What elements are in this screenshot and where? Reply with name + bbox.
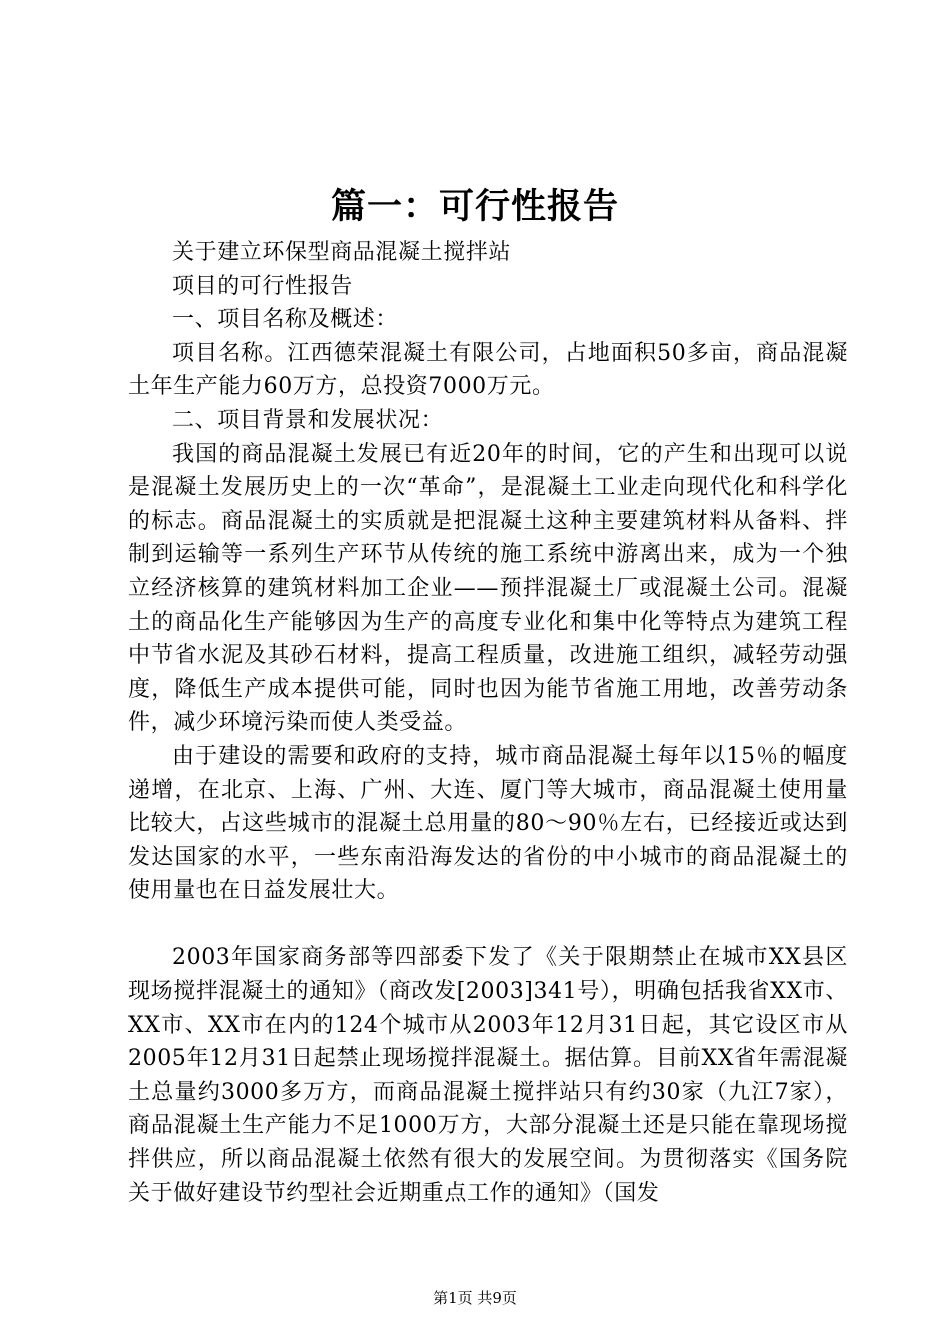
- section-heading-1: 一、项目名称及概述：: [172, 307, 399, 333]
- document-body: [128, 236, 848, 1210]
- section-heading-2: 二、项目背景和发展状况：: [172, 407, 444, 433]
- document-title: 篇一：可行性报告: [330, 186, 619, 227]
- background-paragraph-1: 我国的商品混凝土发展已有近20年的时间，它的产生和出现可以说是混凝土发展历史上的一次“革命”，是混凝土工业走向现代化和科学化的标志。商品混凝土的实质就是把混凝土这种主要建筑材料从备料、拌制到运输等一系列生产环节从传统的施工系统中游离出来，成为一个独立经济核算的建筑材料加工企业——预拌混凝土厂或混凝土公司。混凝土的商品化生产能够因为生产的高度专业化和集中化等特点为建筑工程中节省水泥及其砂石材料，提高工程质量，改进施工组织，减轻劳动强度，降低生产成本提供可能，同时也因为能节省施工用地，改善劳动条件，减少环境污染而使人类受益。: [128, 441, 848, 736]
- project-name-paragraph: 项目名称。江西德荣混凝土有限公司，占地面积50多亩，商品混凝土年生产能力60万方，总投资7000万元。: [128, 340, 848, 400]
- background-paragraph-2: 由于建设的需要和政府的支持，城市商品混凝土每年以15％的幅度递增，在北京、上海、广州、大连、厦门等大城市，商品混凝土使用量比较大，占这些城市的混凝土总用量的80～90％左右，已经接近或达到发达国家的水平，一些东南沿海发达的省份的中小城市的商品混凝土的使用量也在日益发展壮大。: [128, 743, 848, 904]
- subtitle-line-1: 关于建立环保型商品混凝土搅拌站: [172, 240, 512, 265]
- page-footer: 第1页 共9页: [433, 1289, 517, 1307]
- background-paragraph-3: 2003年国家商务部等四部委下发了《关于限期禁止在城市XX县区现场搅拌混凝土的通知》（商改发[2003]341号），明确包括我省XX市、XX市、XX市在内的124个城市从2003年12月31日起，其它设区市从2005年12月31日起禁止现场搅拌混凝土。据估算。目前XX省年需混凝土总量约3000多万方，而商品混凝土搅拌站只有约30家（九江7家），商品混凝土生产能力不足1000万方，大部分混凝土还是只能在靠现场搅拌供应，所以商品混凝土依然有很大的发展空间。为贯彻落实《国务院关于做好建设节约型社会近期重点工作的通知》（国发: [128, 945, 848, 1206]
- subtitle-line-2: 项目的可行性报告: [172, 273, 353, 299]
